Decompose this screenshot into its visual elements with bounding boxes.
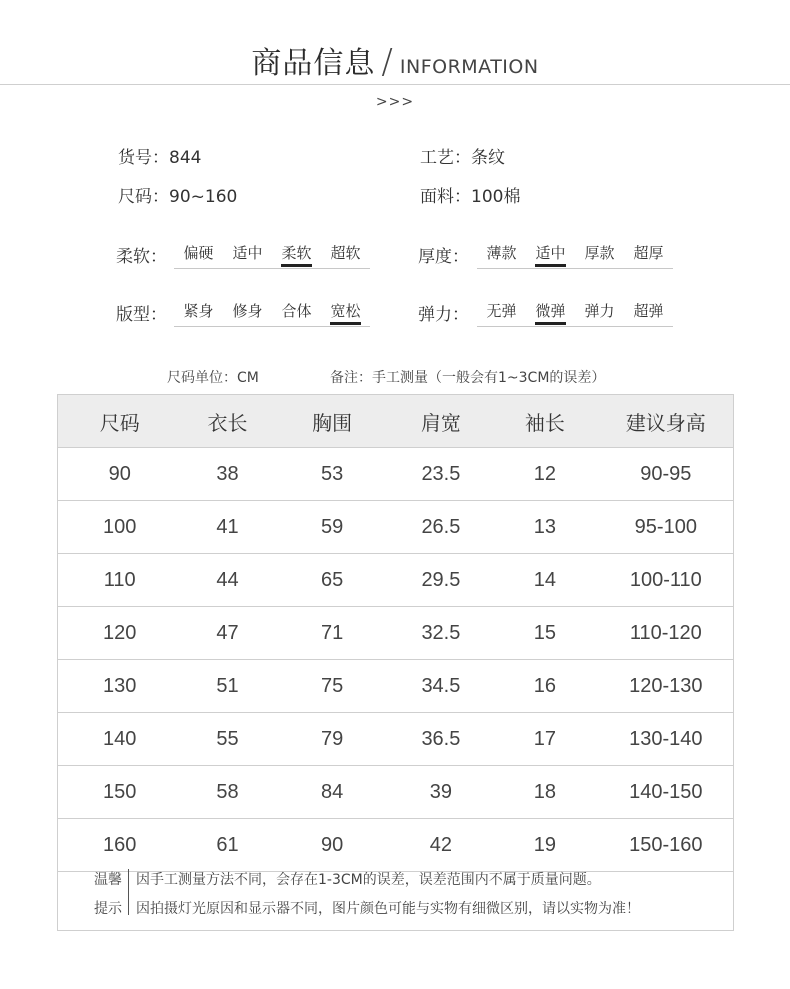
- thickness-option: 厚款: [584, 244, 615, 262]
- fit-option: 宽松: [321, 300, 370, 321]
- fit-option: 修身: [232, 302, 263, 320]
- softness-option: 适中: [232, 244, 263, 262]
- table-cell: 47: [181, 607, 273, 660]
- tips-line-2: 因拍摄灯光原因和显示器不同，图片颜色可能与实物有细微区别，请以实物为准！: [136, 901, 640, 917]
- softness-option: 超软: [330, 244, 361, 262]
- elasticity-option: 超弹: [633, 302, 664, 320]
- table-cell: 120: [58, 607, 182, 660]
- thickness-option: 薄款: [486, 244, 517, 262]
- table-cell: 65: [273, 554, 390, 607]
- tips-heading: [88, 866, 128, 924]
- title-en: INFORMATION: [399, 56, 539, 78]
- tips-content: [136, 866, 640, 924]
- fabric-value: 100棉: [471, 187, 521, 207]
- size-range: [118, 182, 237, 207]
- softness-option: 偏硬: [183, 244, 214, 262]
- thickness-option: 超厚: [633, 244, 664, 262]
- table-cell: 130: [58, 660, 182, 713]
- elasticity-option: 弹力: [584, 302, 615, 320]
- size-table: [57, 394, 734, 872]
- tips-divider: [128, 869, 129, 915]
- table-cell: 140: [58, 713, 182, 766]
- table-cell: 51: [181, 660, 273, 713]
- table-cell: 71: [273, 607, 390, 660]
- elasticity-option: 微弹: [526, 300, 575, 321]
- item-number: [118, 143, 201, 168]
- fit-scale: [174, 300, 370, 327]
- thickness-scale: [477, 242, 673, 269]
- table-cell: 26.5: [391, 501, 491, 554]
- table-cell: 39: [391, 766, 491, 819]
- elasticity-label: 弹力：: [418, 305, 469, 325]
- size-range-value: 90~160: [169, 187, 238, 207]
- table-cell: 90: [58, 448, 182, 501]
- table-cell: 90: [273, 819, 390, 872]
- table-cell: 140-150: [599, 766, 734, 819]
- thickness-label: 厚度：: [418, 247, 469, 267]
- table-row: [58, 660, 734, 713]
- header-shoulder: 肩宽: [391, 395, 491, 448]
- table-cell: 58: [181, 766, 273, 819]
- table-cell: 15: [491, 607, 599, 660]
- table-row: [58, 766, 734, 819]
- table-row: [58, 501, 734, 554]
- fit-label: 版型：: [116, 305, 167, 325]
- table-cell: 95-100: [599, 501, 734, 554]
- table-cell: 38: [181, 448, 273, 501]
- tips-heading-line-1: 温馨: [94, 872, 122, 888]
- table-cell: 12: [491, 448, 599, 501]
- table-cell: 19: [491, 819, 599, 872]
- table-cell: 16: [491, 660, 599, 713]
- table-cell: 59: [273, 501, 390, 554]
- header-height: 建议身高: [599, 395, 734, 448]
- table-cell: 14: [491, 554, 599, 607]
- tips-heading-line-2: 提示: [94, 901, 122, 917]
- table-cell: 90-95: [599, 448, 734, 501]
- table-row: [58, 713, 734, 766]
- table-cell: 53: [273, 448, 390, 501]
- table-row: [58, 607, 734, 660]
- craft: [420, 143, 505, 168]
- table-cell: 150-160: [599, 819, 734, 872]
- table-cell: 100: [58, 501, 182, 554]
- page-title: [0, 38, 790, 82]
- softness-label: 柔软：: [116, 247, 167, 267]
- title-slash: /: [381, 42, 394, 82]
- table-cell: 61: [181, 819, 273, 872]
- fabric-label: 面料：: [420, 187, 471, 207]
- craft-label: 工艺：: [420, 148, 471, 168]
- table-row: [58, 554, 734, 607]
- table-cell: 34.5: [391, 660, 491, 713]
- table-cell: 130-140: [599, 713, 734, 766]
- header-length: 衣长: [181, 395, 273, 448]
- table-cell: 100-110: [599, 554, 734, 607]
- fit-option: 紧身: [183, 302, 214, 320]
- table-cell: 29.5: [391, 554, 491, 607]
- table-cell: 150: [58, 766, 182, 819]
- table-cell: 110: [58, 554, 182, 607]
- fabric: [420, 182, 520, 207]
- table-cell: 160: [58, 819, 182, 872]
- item-number-value: 844: [169, 148, 202, 168]
- measurement-remark: 备注：手工测量（一般会有1~3CM的误差）: [330, 370, 606, 386]
- table-cell: 18: [491, 766, 599, 819]
- craft-value: 条纹: [471, 148, 505, 168]
- size-range-label: 尺码：: [118, 187, 169, 207]
- fit-option: 合体: [281, 302, 312, 320]
- softness-option: 柔软: [272, 242, 321, 263]
- table-cell: 32.5: [391, 607, 491, 660]
- table-cell: 120-130: [599, 660, 734, 713]
- table-cell: 55: [181, 713, 273, 766]
- table-cell: 110-120: [599, 607, 734, 660]
- item-number-label: 货号：: [118, 148, 169, 168]
- elasticity-option: 无弹: [486, 302, 517, 320]
- table-header-row: [58, 395, 734, 448]
- table-cell: 13: [491, 501, 599, 554]
- title-divider: [0, 84, 790, 85]
- softness-scale: [174, 242, 370, 269]
- elasticity-scale: [477, 300, 673, 327]
- title-cn: 商品信息: [251, 46, 376, 81]
- table-cell: 75: [273, 660, 390, 713]
- table-cell: 41: [181, 501, 273, 554]
- table-cell: 42: [391, 819, 491, 872]
- header-chest: 胸围: [273, 395, 390, 448]
- table-cell: 36.5: [391, 713, 491, 766]
- table-cell: 17: [491, 713, 599, 766]
- tips-line-1: 因手工测量方法不同，会存在1-3CM的误差，误差范围内不属于质量问题。: [136, 872, 601, 888]
- header-sleeve: 袖长: [491, 395, 599, 448]
- table-cell: 23.5: [391, 448, 491, 501]
- thickness-option: 适中: [526, 242, 575, 263]
- size-unit-note: 尺码单位：CM: [167, 370, 259, 386]
- table-cell: 44: [181, 554, 273, 607]
- table-cell: 84: [273, 766, 390, 819]
- arrows-marker: >>>: [375, 94, 415, 110]
- table-row: [58, 448, 734, 501]
- table-cell: 79: [273, 713, 390, 766]
- header-size: 尺码: [58, 395, 182, 448]
- warm-tips-box: [57, 852, 734, 931]
